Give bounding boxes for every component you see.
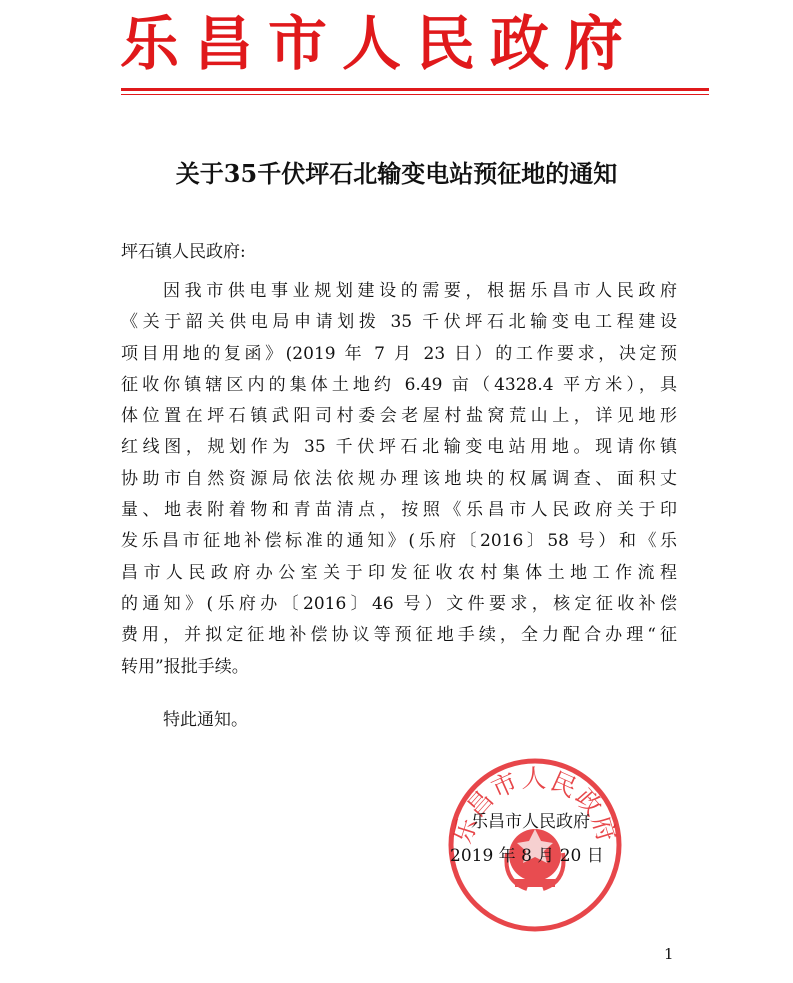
masthead-thick-rule bbox=[121, 88, 709, 91]
body-line: 因我市供电事业规划建设的需要，根据乐昌市人民政府 bbox=[163, 281, 677, 301]
closing-text: 特此通知。 bbox=[163, 710, 248, 730]
body-line: 的通知》(乐府办〔2016〕46 号）文件要求，核定征收补偿 bbox=[121, 593, 677, 614]
body-line: 协助市自然资源局依法依规办理该地块的权属调查、面积丈 bbox=[121, 468, 677, 489]
body-text bbox=[121, 276, 677, 683]
body-line: 昌市人民政府办公室关于印发征收农村集体土地工作流程 bbox=[121, 562, 677, 583]
body-line: 《关于韶关供电局申请划拨 35 千伏坪石北输变电工程建设 bbox=[121, 312, 677, 333]
signature-date: 2019 年 8 月 20 日 bbox=[450, 846, 604, 866]
body-line: 项目用地的复函》(2019 年 7 月 23 日）的工作要求，决定预 bbox=[121, 343, 677, 364]
body-line: 红线图，规划作为 35 千伏坪石北输变电站用地。现请你镇 bbox=[121, 437, 677, 458]
seal-text: 乐昌市人民政府 bbox=[447, 764, 623, 847]
body-line: 量、地表附着物和青苗清点，按照《乐昌市人民政府关于印 bbox=[121, 500, 677, 521]
masthead-org-name: 乐昌市人民政府 bbox=[120, 9, 639, 78]
document-title: 关于35千伏坪石北输变电站预征地的通知 bbox=[175, 159, 618, 188]
body-line: 费用，并拟定征地补偿协议等预征地手续，全力配合办理“征 bbox=[121, 625, 677, 646]
page-number: 1 bbox=[664, 945, 674, 963]
body-line: 征收你镇辖区内的集体土地约 6.49 亩（4328.4 平方米），具 bbox=[121, 374, 677, 395]
body-line: 发乐昌市征地补偿标准的通知》(乐府〔2016〕58 号）和《乐 bbox=[121, 531, 677, 552]
body-line: 体位置在坪石镇武阳司村委会老屋村盐窝荒山上，详见地形 bbox=[121, 406, 677, 427]
salutation: 坪石镇人民政府: bbox=[121, 242, 246, 262]
signature-organization: 乐昌市人民政府 bbox=[471, 812, 590, 832]
masthead-thin-rule bbox=[121, 94, 709, 95]
body-line: 转用”报批手续。 bbox=[121, 656, 249, 677]
